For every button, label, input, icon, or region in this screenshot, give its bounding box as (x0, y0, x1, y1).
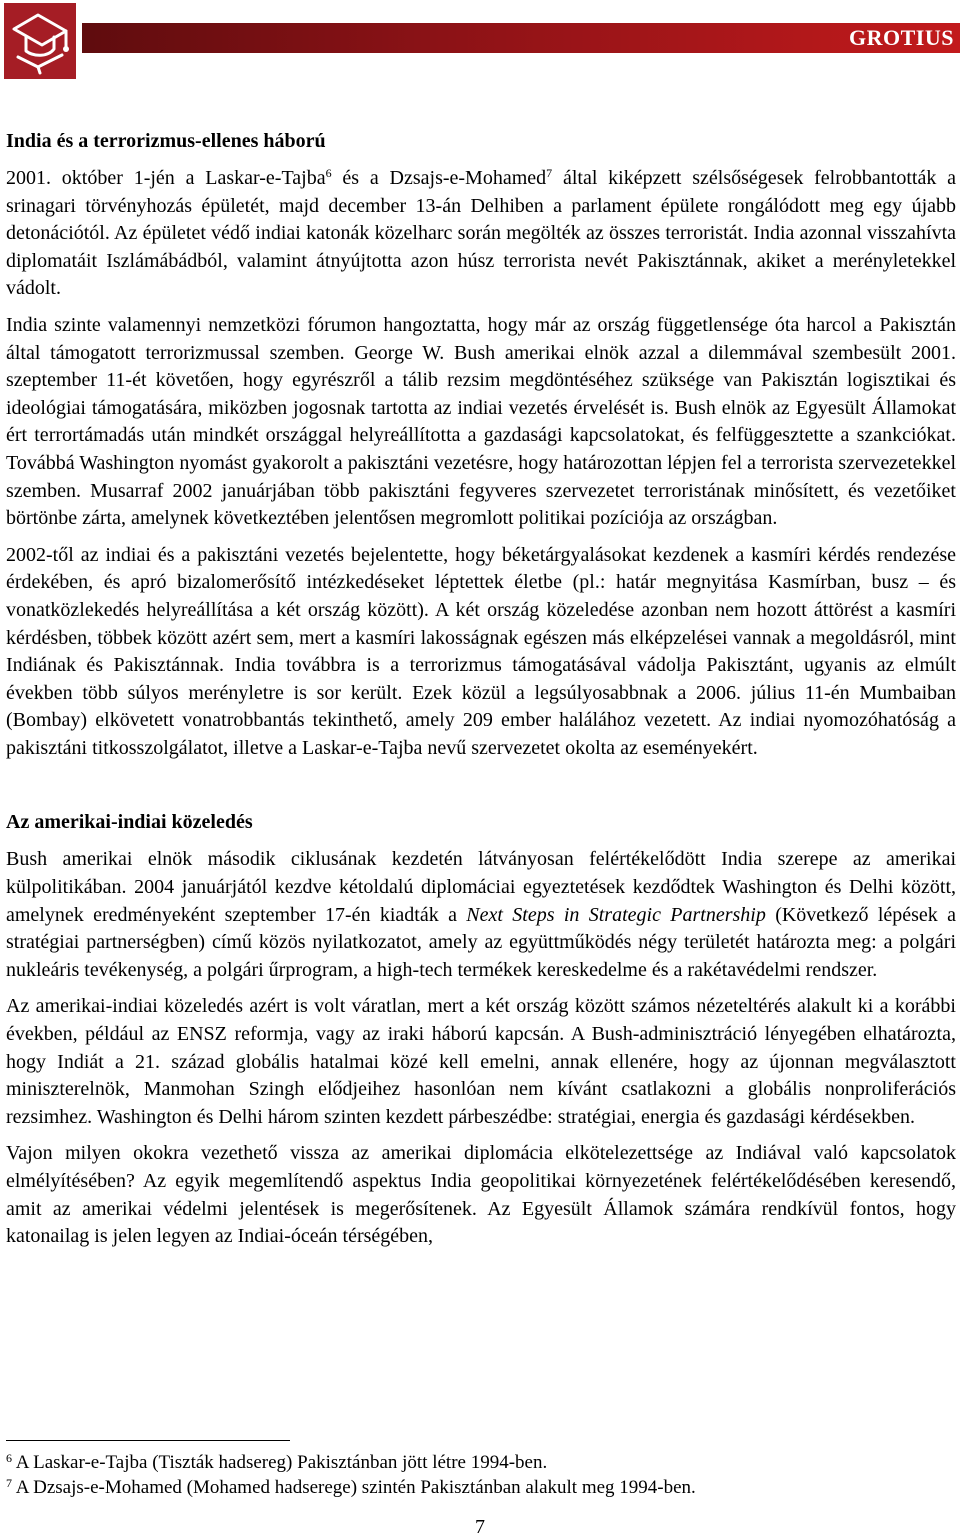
footnote-item: $^7$ A Dzsajs-e-Mohamed (Mohamed hadserege) szintén Pakisztánban alakult meg 1994-ben. (6, 1476, 696, 1498)
footnotes (6, 1450, 956, 1500)
paragraph: India szinte valamennyi nemzetközi fórumon hangoztatta, hogy már az ország függetlensége óta harcol a Pakisztán által támogatott terrorizmussal szemben. George W. Bush amerikai elnök azzal a dilemmával szembesült 2001. szeptember 11-ét követően, hogy egyrészről a tálib rezsim megdöntéséhez szüksége van Pakisztán logisztikai és ideológiai támogatására, miközben jogosnak tartotta az indiai vezetés érvelését is. Bush elnök az Egyesült Államokat ért terrortámadás után mindkét országgal helyreállította a gazdasági kapcsolatokat, és felfüggesztette a szankciókat. Továbbá Washington nyomást gyakorolt a pakisztáni vezetésre, hogy határozottan lépjen fel a terrorista szervezetekkel szemben. Musarraf 2002 januárjában több pakisztáni fegyveres szervezetet terroristának minősített, és vezetőiket börtönbe zárta, amelynek következtében jelentősen megromlott politikai pozíciója az országban. (6, 313, 956, 530)
footnote-ref[interactable]: 7 (546, 166, 553, 180)
paragraph: 2001. október 1-jén a Laskar-e-Tajba$^6$ és a Dzsajs-e-Mohamed$^7$ által kiképzett szélsőségesek felrobbantották a srinagari törvényhozás épületét, majd december 13-án Delhiben a parlament épülete rongálódott meg egy újabb detonációtól. Az épületet védő indiai katonák közelharc során megölték az összes terroristát. India azonnal visszahívta diplomatáit Iszlámábádból, valamint átnyújtotta azon húsz terrorista nevét Pakisztánnak, akiket a merényletekkel vádolt. (6, 166, 957, 300)
article-body (6, 128, 956, 1251)
section-title: India és a terrorizmus-ellenes háború (6, 130, 326, 152)
grotius-logo (4, 3, 76, 79)
page-header (4, 3, 960, 79)
paragraph: Vajon milyen okokra vezethető vissza az amerikai diplomácia elkötelezettsége az Indiával való kapcsolatok elmélyítésében? Az egyik megemlítendő aspektus India geopolitikai környezetének felértékelődésében keresendő, amit az amerikai védelmi jelentések is megerősítenek. Az Egyesült Államok számára rendkívül fontos, hogy katonailag is jelen legyen az Indiai-óceán térségében, (6, 1142, 956, 1248)
footnote-ref[interactable]: 6 (325, 166, 332, 180)
paragraph: Az amerikai-indiai közeledés azért is volt váratlan, mert a két ország között számos nézeteltérés alakult ki a korábbi években, például az ENSZ reformja, vagy az iraki háború kapcsán. A Bush-adminisztráció lényegében elhatározta, hogy Indiát a 21. század globális hatalmai közé kell emelni, annak ellenére, hogy az újonnan megválasztott miniszterelnök, Manmohan Szingh elődjeihez hasonlóan nem kívánt csatlakozni a globális nonproliferációs rezsimhez. Washington és Delhi három szinten kezdett párbeszédbe: stratégiai, energia és gazdasági kérdésekben. (6, 995, 956, 1128)
section-title: Az amerikai-indiai közeledés (6, 811, 253, 834)
mortarboard-book-icon (8, 7, 72, 75)
footnote-item: $^6$ A Laskar-e-Tajba (Tiszták hadsereg) Pakisztánban jött létre 1994-ben. (6, 1451, 548, 1473)
brand-name: GROTIUS (849, 25, 954, 50)
paragraph: 2002-től az indiai és a pakisztáni vezetés bejelentette, hogy béketárgyalásokat kezdenek a kasmíri kérdés rendezése érdekében, és apró bizalomerősítő intézkedéseket léptettek életbe (pl.: határ megnyitása Kasmírban, busz – és vonatközlekedés helyreállítása a két ország között). A két ország közeledése azonban nem hozott áttörést a kasmíri kérdésben, többek között azért sem, mert a kasmíri lakosságnak egészen más elképzelései vannak a megoldásról, mint Indiának és Pakisztánnak. India továbbra is a terrorizmus támogatásával vádolja Pakisztánt, ugyanis az elmúlt években több súlyos merényletre is sor került. Ezek közül a legsúlyosabbnak a 2006. július 11-én Mumbaiban (Bombay) elkövetett vonatrobbantás tekinthető, amely 209 ember halálához vezetett. Az indiai nyomozóhatóság a pakisztáni titkosszolgálatot, illetve a Laskar-e-Tajba nevű szervezetet okolta az eseményekért. (6, 543, 956, 759)
page-number: 7 (475, 1516, 485, 1538)
paragraph: Bush amerikai elnök második ciklusának kezdetén látványosan felértékelődött India szerepe az amerikai külpolitikában. 2004 januárjától kezdve kétoldalú diplomáciai egyeztetések kezdődtek Washington és Delhi között, amelynek eredményeként szeptember 17-én kiadták a Next Steps in Strategic Partnership (Következő lépések a stratégiai partnerségben) című közös nyilatkozatot, amely az együttműködés négy területét határozta meg: a polgári nukleáris tevékenység, a polgári űrprogram, a high-tech termékek kereskedelme és a rakétavédelmi rendszer. (6, 848, 957, 981)
header-bar (82, 23, 960, 53)
publication-title: Next Steps in Strategic Partnership (466, 903, 766, 926)
footnote-divider (6, 1440, 290, 1441)
